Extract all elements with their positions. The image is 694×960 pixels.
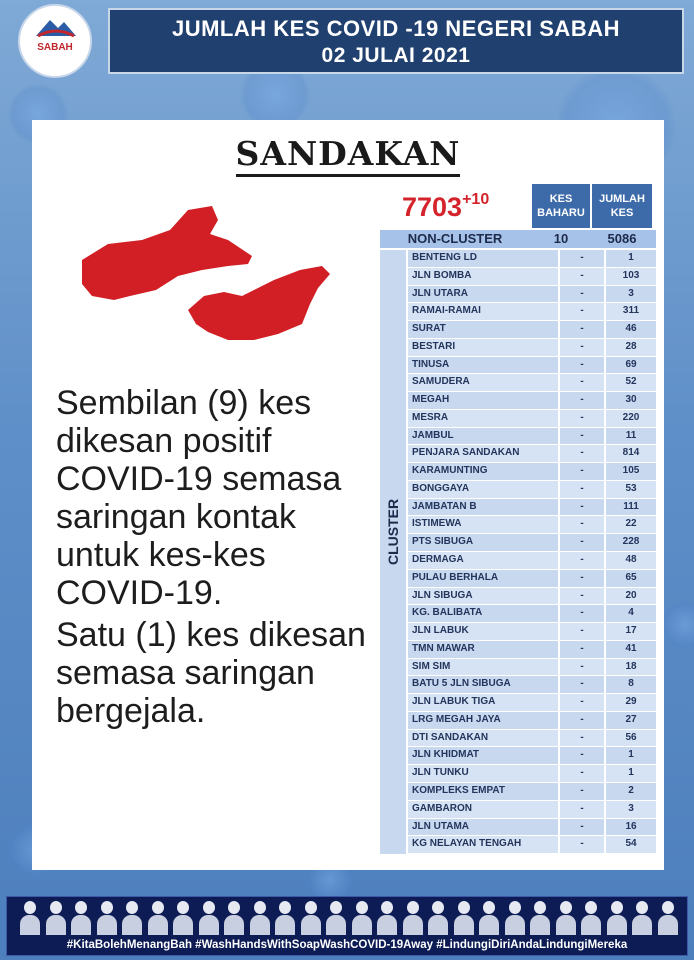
cluster-name-cell: KOMPLEKS EMPAT — [408, 783, 558, 800]
person-icon — [504, 901, 526, 935]
cluster-name-cell: JLN BOMBA — [408, 268, 558, 285]
cluster-new-cell: - — [560, 516, 604, 533]
table-row — [408, 499, 656, 517]
cluster-new-cell: - — [560, 623, 604, 640]
table-row — [408, 552, 656, 570]
cluster-new-cell: - — [560, 357, 604, 374]
table-row — [408, 481, 656, 499]
person-icon — [580, 901, 602, 935]
cluster-new-cell: - — [560, 836, 604, 853]
table-row — [408, 534, 656, 552]
non-cluster-total: 5086 — [607, 231, 637, 246]
description-paragraph: Satu (1) kes dikesan semasa saringan bergejala. — [56, 616, 366, 730]
table-row — [408, 694, 656, 712]
cluster-name-cell: ISTIMEWA — [408, 516, 558, 533]
person-icon — [376, 901, 398, 935]
person-icon — [325, 901, 347, 935]
cluster-new-cell: - — [560, 730, 604, 747]
cluster-new-cell: - — [560, 392, 604, 409]
cluster-new-cell: - — [560, 339, 604, 356]
table-row — [408, 339, 656, 357]
cluster-name-cell: BATU 5 JLN SIBUGA — [408, 676, 558, 693]
cluster-new-cell: - — [560, 268, 604, 285]
cluster-name-cell: JAMBUL — [408, 428, 558, 445]
table-row — [408, 570, 656, 588]
case-description — [56, 384, 376, 734]
table-row — [408, 268, 656, 286]
cluster-total-cell: 16 — [606, 819, 656, 836]
table-row — [408, 445, 656, 463]
table-row — [408, 641, 656, 659]
cluster-total-cell: 111 — [606, 499, 656, 516]
person-icon — [657, 901, 679, 935]
person-icon — [223, 901, 245, 935]
cluster-name-cell: BENTENG LD — [408, 250, 558, 267]
cluster-total-cell: 8 — [606, 676, 656, 693]
table-row — [408, 286, 656, 304]
cluster-name-cell: GAMBARON — [408, 801, 558, 818]
person-icon — [555, 901, 577, 935]
cluster-side-label — [380, 250, 406, 854]
cluster-name-cell: JLN TUNKU — [408, 765, 558, 782]
cluster-name-cell: KG NELAYAN TENGAH — [408, 836, 558, 853]
cluster-new-cell: - — [560, 321, 604, 338]
cluster-rows — [408, 250, 656, 854]
page-header — [108, 8, 684, 74]
cluster-total-cell: 2 — [606, 783, 656, 800]
district-name: SANDAKAN — [236, 134, 461, 177]
table-row — [408, 588, 656, 606]
cluster-total-cell: 311 — [606, 303, 656, 320]
cluster-name-cell: PTS SIBUGA — [408, 534, 558, 551]
footer-hashtags: #KitaBolehMenangBah #WashHandsWithSoapWashCOVID-19Away #LindungiDiriAndaLindungiMereka — [66, 939, 628, 951]
cluster-new-cell: - — [560, 552, 604, 569]
table-row — [408, 605, 656, 623]
cluster-new-cell: - — [560, 499, 604, 516]
cluster-name-cell: TMN MAWAR — [408, 641, 558, 658]
cluster-name-cell: PULAU BERHALA — [408, 570, 558, 587]
person-icon — [121, 901, 143, 935]
cluster-name-cell: BESTARI — [408, 339, 558, 356]
cluster-total-cell: 52 — [606, 374, 656, 391]
cluster-name-cell: JLN SIBUGA — [408, 588, 558, 605]
cluster-total-cell: 29 — [606, 694, 656, 711]
cluster-new-cell: - — [560, 428, 604, 445]
cluster-new-cell: - — [560, 534, 604, 551]
cluster-name-cell: DTI SANDAKAN — [408, 730, 558, 747]
table-row — [408, 747, 656, 765]
cluster-total-cell: 1 — [606, 747, 656, 764]
page-title: JUMLAH KES COVID -19 NEGERI SABAH — [171, 16, 620, 41]
person-icon — [19, 901, 41, 935]
cluster-name-cell: MESRA — [408, 410, 558, 427]
person-icon — [274, 901, 296, 935]
logo-text: SABAH — [37, 42, 73, 53]
person-icon — [96, 901, 118, 935]
person-icon — [631, 901, 653, 935]
cluster-total-cell: 65 — [606, 570, 656, 587]
cluster-name-cell: JLN LABUK TIGA — [408, 694, 558, 711]
cluster-new-cell: - — [560, 765, 604, 782]
cluster-total-cell: 105 — [606, 463, 656, 480]
cluster-total-cell: 11 — [606, 428, 656, 445]
sabah-health-logo — [18, 4, 92, 78]
cluster-name-cell: JLN UTAMA — [408, 819, 558, 836]
cluster-new-cell: - — [560, 481, 604, 498]
table-row — [408, 765, 656, 783]
table-row — [408, 801, 656, 819]
description-paragraph: Sembilan (9) kes dikesan positif COVID-19 semasa saringan kontak untuk kes-kes COVID-19. — [56, 384, 342, 612]
person-icon — [606, 901, 628, 935]
virus-decoration — [660, 600, 694, 650]
cluster-total-cell: 48 — [606, 552, 656, 569]
non-cluster-new: 10 — [553, 231, 569, 246]
col-header-total: JUMLAH KES — [592, 184, 652, 228]
table-row — [408, 659, 656, 677]
table-row — [408, 730, 656, 748]
cluster-new-cell: - — [560, 605, 604, 622]
person-icon — [147, 901, 169, 935]
person-icon — [453, 901, 475, 935]
cluster-total-cell: 56 — [606, 730, 656, 747]
cluster-name-cell: KG. BALIBATA — [408, 605, 558, 622]
cluster-new-cell: - — [560, 588, 604, 605]
cluster-total-cell: 27 — [606, 712, 656, 729]
cluster-new-cell: - — [560, 659, 604, 676]
cluster-total-cell: 103 — [606, 268, 656, 285]
cluster-name-cell: JLN KHIDMAT — [408, 747, 558, 764]
cluster-total-cell: 17 — [606, 623, 656, 640]
person-icon — [249, 901, 271, 935]
cluster-new-cell: - — [560, 712, 604, 729]
cluster-new-cell: - — [560, 819, 604, 836]
footer-banner — [6, 896, 688, 956]
cluster-name-cell: JLN UTARA — [408, 286, 558, 303]
person-icon — [70, 901, 92, 935]
report-date: 02 JULAI 2021 — [321, 44, 471, 67]
cluster-total-cell: 3 — [606, 286, 656, 303]
total-cases — [402, 192, 489, 223]
cluster-total-cell: 20 — [606, 588, 656, 605]
cluster-new-cell: - — [560, 676, 604, 693]
person-icon — [198, 901, 220, 935]
person-icon — [427, 901, 449, 935]
cluster-total-cell: 22 — [606, 516, 656, 533]
table-row — [408, 250, 656, 268]
cluster-new-cell: - — [560, 445, 604, 462]
table-row — [408, 374, 656, 392]
person-icon — [529, 901, 551, 935]
cluster-new-cell: - — [560, 783, 604, 800]
person-icon — [351, 901, 373, 935]
cluster-total-cell: 228 — [606, 534, 656, 551]
table-row — [408, 463, 656, 481]
cluster-name-cell: KARAMUNTING — [408, 463, 558, 480]
cluster-name-cell: PENJARA SANDAKAN — [408, 445, 558, 462]
district-heading — [32, 134, 664, 173]
table-row — [408, 676, 656, 694]
cluster-total-cell: 3 — [606, 801, 656, 818]
cluster-new-cell: - — [560, 694, 604, 711]
cluster-new-cell: - — [560, 286, 604, 303]
cluster-total-cell: 53 — [606, 481, 656, 498]
table-row — [408, 623, 656, 641]
cluster-new-cell: - — [560, 641, 604, 658]
sandakan-map-icon — [78, 200, 378, 350]
cluster-total-cell: 1 — [606, 765, 656, 782]
cluster-total-cell: 54 — [606, 836, 656, 853]
cluster-total-cell: 220 — [606, 410, 656, 427]
cluster-name-cell: RAMAI-RAMAI — [408, 303, 558, 320]
table-row — [408, 428, 656, 446]
table-row — [408, 836, 656, 854]
person-icon — [478, 901, 500, 935]
table-row — [408, 357, 656, 375]
cluster-new-cell: - — [560, 463, 604, 480]
cluster-total-cell: 41 — [606, 641, 656, 658]
table-row — [408, 410, 656, 428]
cluster-name-cell: SURAT — [408, 321, 558, 338]
cluster-name-cell: SIM SIM — [408, 659, 558, 676]
cluster-name-cell: JAMBATAN B — [408, 499, 558, 516]
cluster-total-cell: 18 — [606, 659, 656, 676]
table-row — [408, 303, 656, 321]
cluster-new-cell: - — [560, 374, 604, 391]
cluster-name-cell: MEGAH — [408, 392, 558, 409]
table-row — [408, 321, 656, 339]
cluster-name-cell: DERMAGA — [408, 552, 558, 569]
person-icon — [300, 901, 322, 935]
new-cases-delta: +10 — [462, 191, 490, 208]
cluster-name-cell: TINUSA — [408, 357, 558, 374]
person-icon — [45, 901, 67, 935]
cluster-new-cell: - — [560, 747, 604, 764]
table-row — [408, 516, 656, 534]
cluster-total-cell: 28 — [606, 339, 656, 356]
cluster-new-cell: - — [560, 570, 604, 587]
table-row — [408, 712, 656, 730]
cluster-name-cell: LRG MEGAH JAYA — [408, 712, 558, 729]
person-icon — [402, 901, 424, 935]
non-cluster-label: NON-CLUSTER — [407, 231, 503, 246]
person-icon — [172, 901, 194, 935]
mountain-logo-icon — [34, 16, 78, 38]
cluster-new-cell: - — [560, 410, 604, 427]
cluster-total-cell: 814 — [606, 445, 656, 462]
cluster-name-cell: JLN LABUK — [408, 623, 558, 640]
cluster-new-cell: - — [560, 303, 604, 320]
table-row — [408, 819, 656, 837]
table-row — [408, 783, 656, 801]
cluster-total-cell: 1 — [606, 250, 656, 267]
non-cluster-row — [380, 230, 656, 248]
cluster-total-cell: 46 — [606, 321, 656, 338]
cluster-total-cell: 69 — [606, 357, 656, 374]
cluster-name-cell: BONGGAYA — [408, 481, 558, 498]
cluster-name-cell: SAMUDERA — [408, 374, 558, 391]
cluster-total-cell: 30 — [606, 392, 656, 409]
cluster-total-cell: 4 — [606, 605, 656, 622]
total-value: 7703 — [402, 192, 463, 222]
district-card — [32, 120, 664, 870]
cluster-new-cell: - — [560, 250, 604, 267]
col-header-new: KES BAHARU — [532, 184, 590, 228]
cluster-label-text: CLUSTER — [385, 498, 401, 565]
cluster-new-cell: - — [560, 801, 604, 818]
table-row — [408, 392, 656, 410]
